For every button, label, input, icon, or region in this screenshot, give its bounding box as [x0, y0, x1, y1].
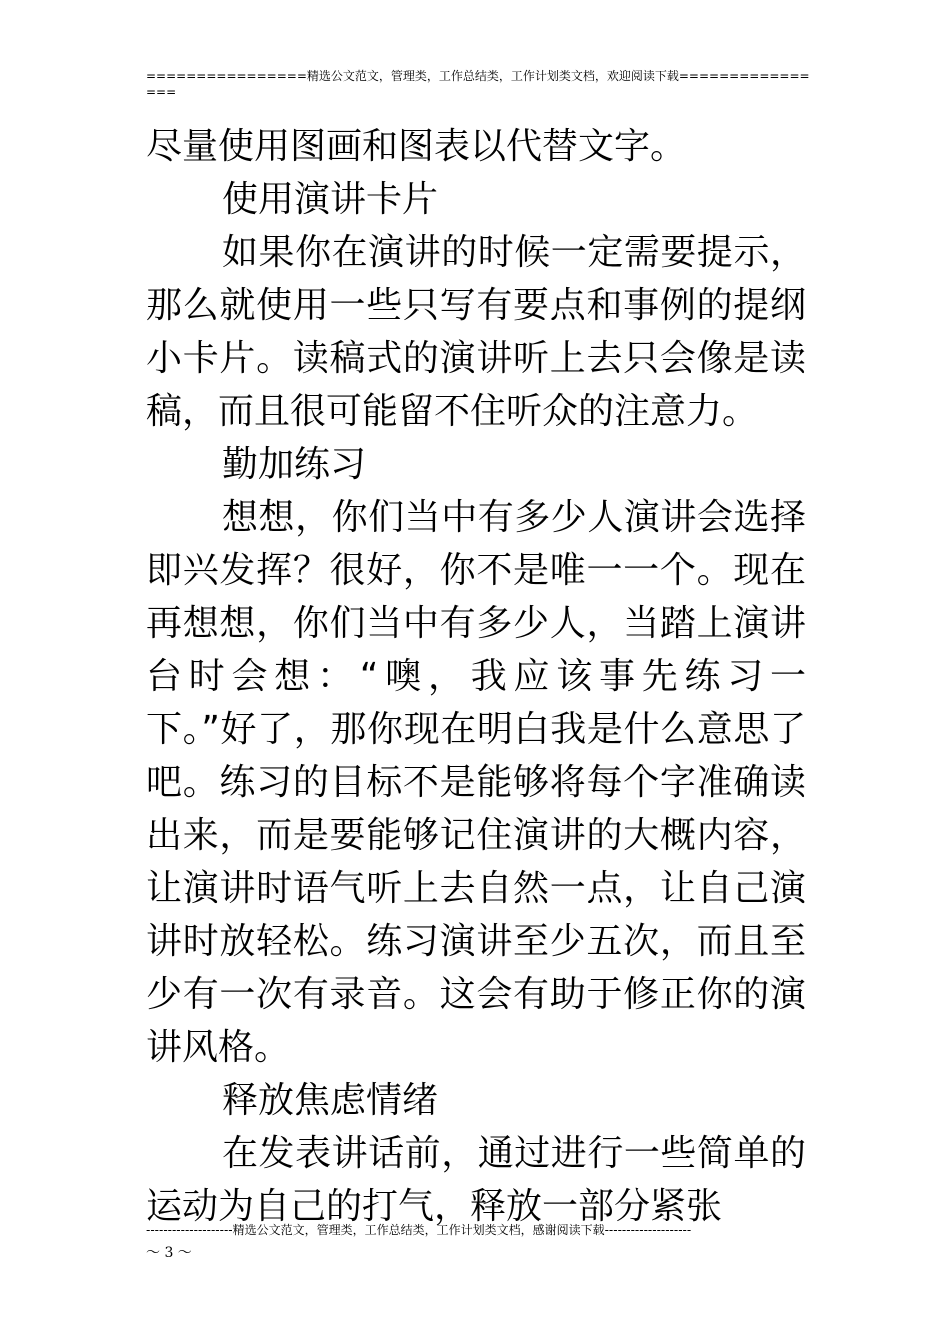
page-footer-banner: --------------------精选公文范文，管理类，工作总结类，工作计划类文档，感谢阅读下载--------------------: [146, 1223, 692, 1237]
body-paragraph: 想想，你们当中有多少人演讲会选择即兴发挥？很好，你不是唯一一个。现在再想想，你们当中有多少人，当踏上演讲台时会想：“噢，我应该事先练习一下。”好了，那你现在明白我是什么意思了吧。练习的目标不是能够将每个字准确读出来，而是要能够记住演讲的大概内容，让演讲时语气听上去自然一点，让自己演讲时放轻松。练习演讲至少五次，而且至少有一次有录音。这会有助于修正你的演讲风格。: [146, 497, 806, 1068]
section-heading-use-cards: 使用演讲卡片: [222, 179, 439, 220]
body-paragraph: 如果你在演讲的时候一定需要提示，那么就使用一些只写有要点和事例的提纲小卡片。读稿式的演讲听上去只会像是读稿，而且很可能留不住听众的注意力。: [146, 232, 806, 432]
page-number: ～ 3 ～: [146, 1245, 192, 1261]
document-body: [146, 120, 806, 1233]
section-heading-release-anxiety: 释放焦虑情绪: [222, 1080, 439, 1121]
page-header-banner: ================精选公文范文，管理类，工作总结类，工作计划类文档，欢迎阅读下载================: [146, 69, 810, 99]
body-paragraph: 尽量使用图画和图表以代替文字。: [146, 126, 687, 167]
section-heading-practice: 勤加练习: [222, 444, 367, 485]
body-paragraph: 在发表讲话前，通过进行一些简单的运动为自己的打气，释放一部分紧张: [146, 1133, 806, 1227]
